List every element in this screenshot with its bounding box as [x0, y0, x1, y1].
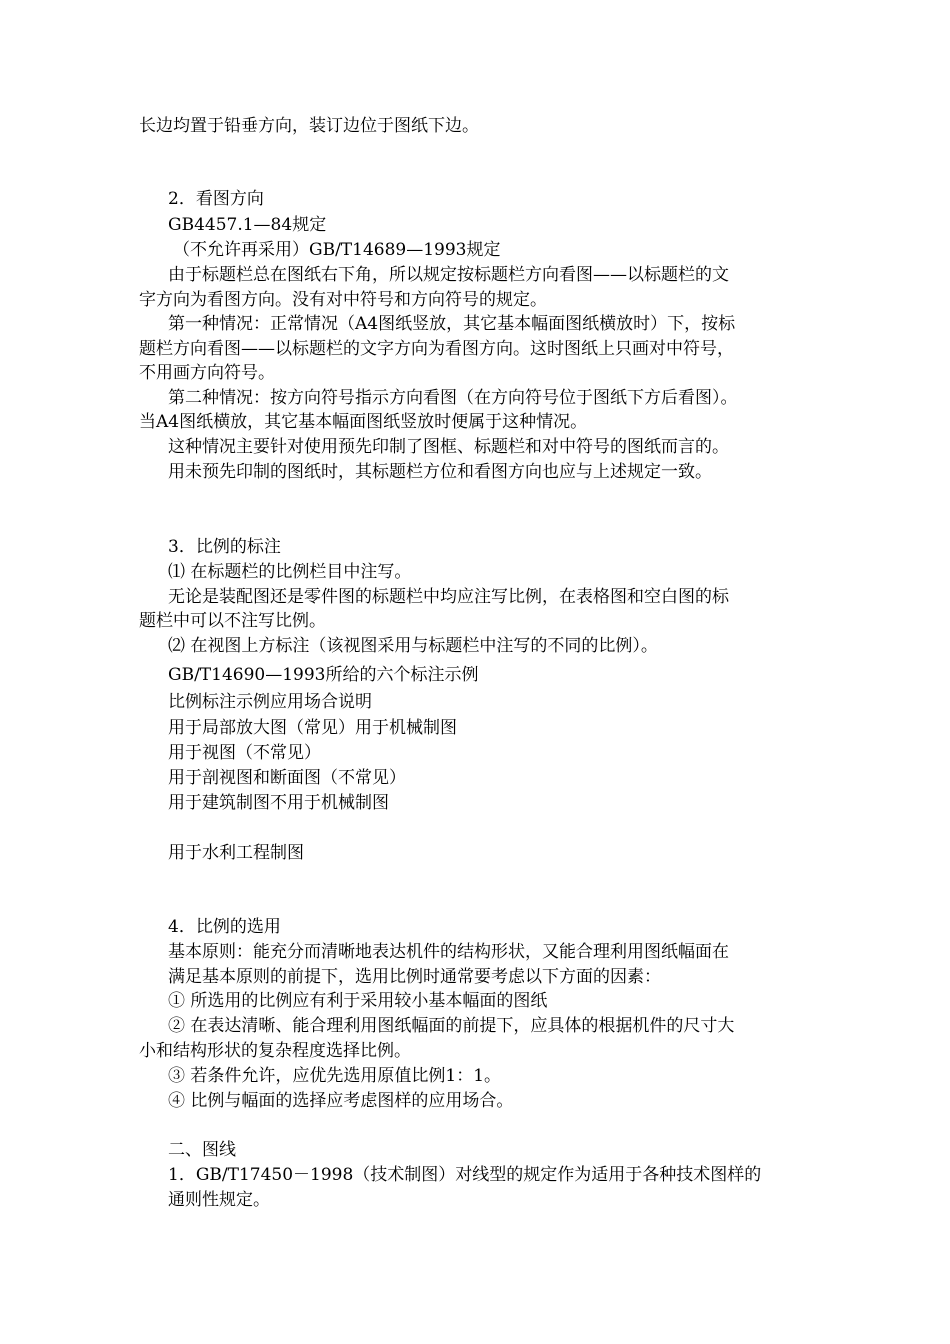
text-line: 用于水利工程制图	[168, 843, 304, 863]
text-line: 基本原则：能充分而清晰地表达机件的结构形状，又能合理利用图纸幅面在	[168, 942, 729, 962]
text-line: 用未预先印制的图纸时，其标题栏方位和看图方向也应与上述规定一致。	[168, 462, 712, 482]
text-line: 用于建筑制图不用于机械制图	[168, 793, 389, 813]
text-line: 满足基本原则的前提下，选用比例时通常要考虑以下方面的因素：	[168, 967, 661, 987]
text-line: ① 所选用的比例应有利于采用较小基本幅面的图纸	[168, 991, 548, 1011]
text-line: ③ 若条件允许，应优先选用原值比例1：1。	[168, 1066, 502, 1086]
text-line: GB/T14690—1993所给的六个标注示例	[168, 665, 479, 685]
text-line: 第一种情况：正常情况（A4图纸竖放，其它基本幅面图纸横放时）下，按标	[168, 314, 736, 334]
text-line: 题栏方向看图——以标题栏的文字方向为看图方向。这时图纸上只画对中符号，	[139, 339, 734, 359]
text-line: 用于局部放大图（常见）用于机械制图	[168, 718, 457, 738]
text-line: 由于标题栏总在图纸右下角，所以规定按标题栏方向看图——以标题栏的文	[168, 265, 729, 285]
text-line: 通则性规定。	[168, 1190, 270, 1210]
text-line: 小和结构形状的复杂程度选择比例。	[139, 1041, 411, 1061]
text-line: 第二种情况：按方向符号指示方向看图（在方向符号位于图纸下方后看图）。	[168, 388, 738, 408]
text-line: GB4457.1—84规定	[168, 215, 327, 235]
text-line: 当A4图纸横放，其它基本幅面图纸竖放时便属于这种情况。	[139, 412, 588, 432]
text-line: 不用画方向符号。	[139, 363, 275, 383]
text-line: 无论是装配图还是零件图的标题栏中均应注写比例，在表格图和空白图的标	[168, 587, 729, 607]
section-heading: 二、图线	[168, 1140, 236, 1160]
text-line: ⑵ 在视图上方标注（该视图采用与标题栏中注写的不同的比例）。	[168, 636, 658, 656]
text-line: ② 在表达清晰、能合理利用图纸幅面的前提下，应具体的根据机件的尺寸大	[168, 1016, 735, 1036]
section-heading: 4．比例的选用	[168, 917, 281, 937]
text-line: 用于剖视图和断面图（不常见）	[168, 768, 406, 788]
text-line: （不允许再采用）GB/T14689—1993规定	[173, 240, 501, 260]
text-line: 1．GB/T17450－1998（技术制图）对线型的规定作为适用于各种技术图样的	[168, 1165, 762, 1185]
text-line: ⑴ 在标题栏的比例栏目中注写。	[168, 562, 412, 582]
text-line: 比例标注示例应用场合说明	[168, 692, 372, 712]
text-line: 字方向为看图方向。没有对中符号和方向符号的规定。	[139, 290, 547, 310]
section-heading: 2．看图方向	[168, 189, 264, 209]
text-line: 题栏中可以不注写比例。	[139, 611, 326, 631]
text-line: ④ 比例与幅面的选择应考虑图样的应用场合。	[168, 1091, 514, 1111]
text-line: 长边均置于铅垂方向，装订边位于图纸下边。	[139, 116, 479, 136]
text-line: 用于视图（不常见）	[168, 743, 321, 763]
text-line: 这种情况主要针对使用预先印制了图框、标题栏和对中符号的图纸而言的。	[168, 437, 729, 457]
section-heading: 3．比例的标注	[168, 537, 281, 557]
